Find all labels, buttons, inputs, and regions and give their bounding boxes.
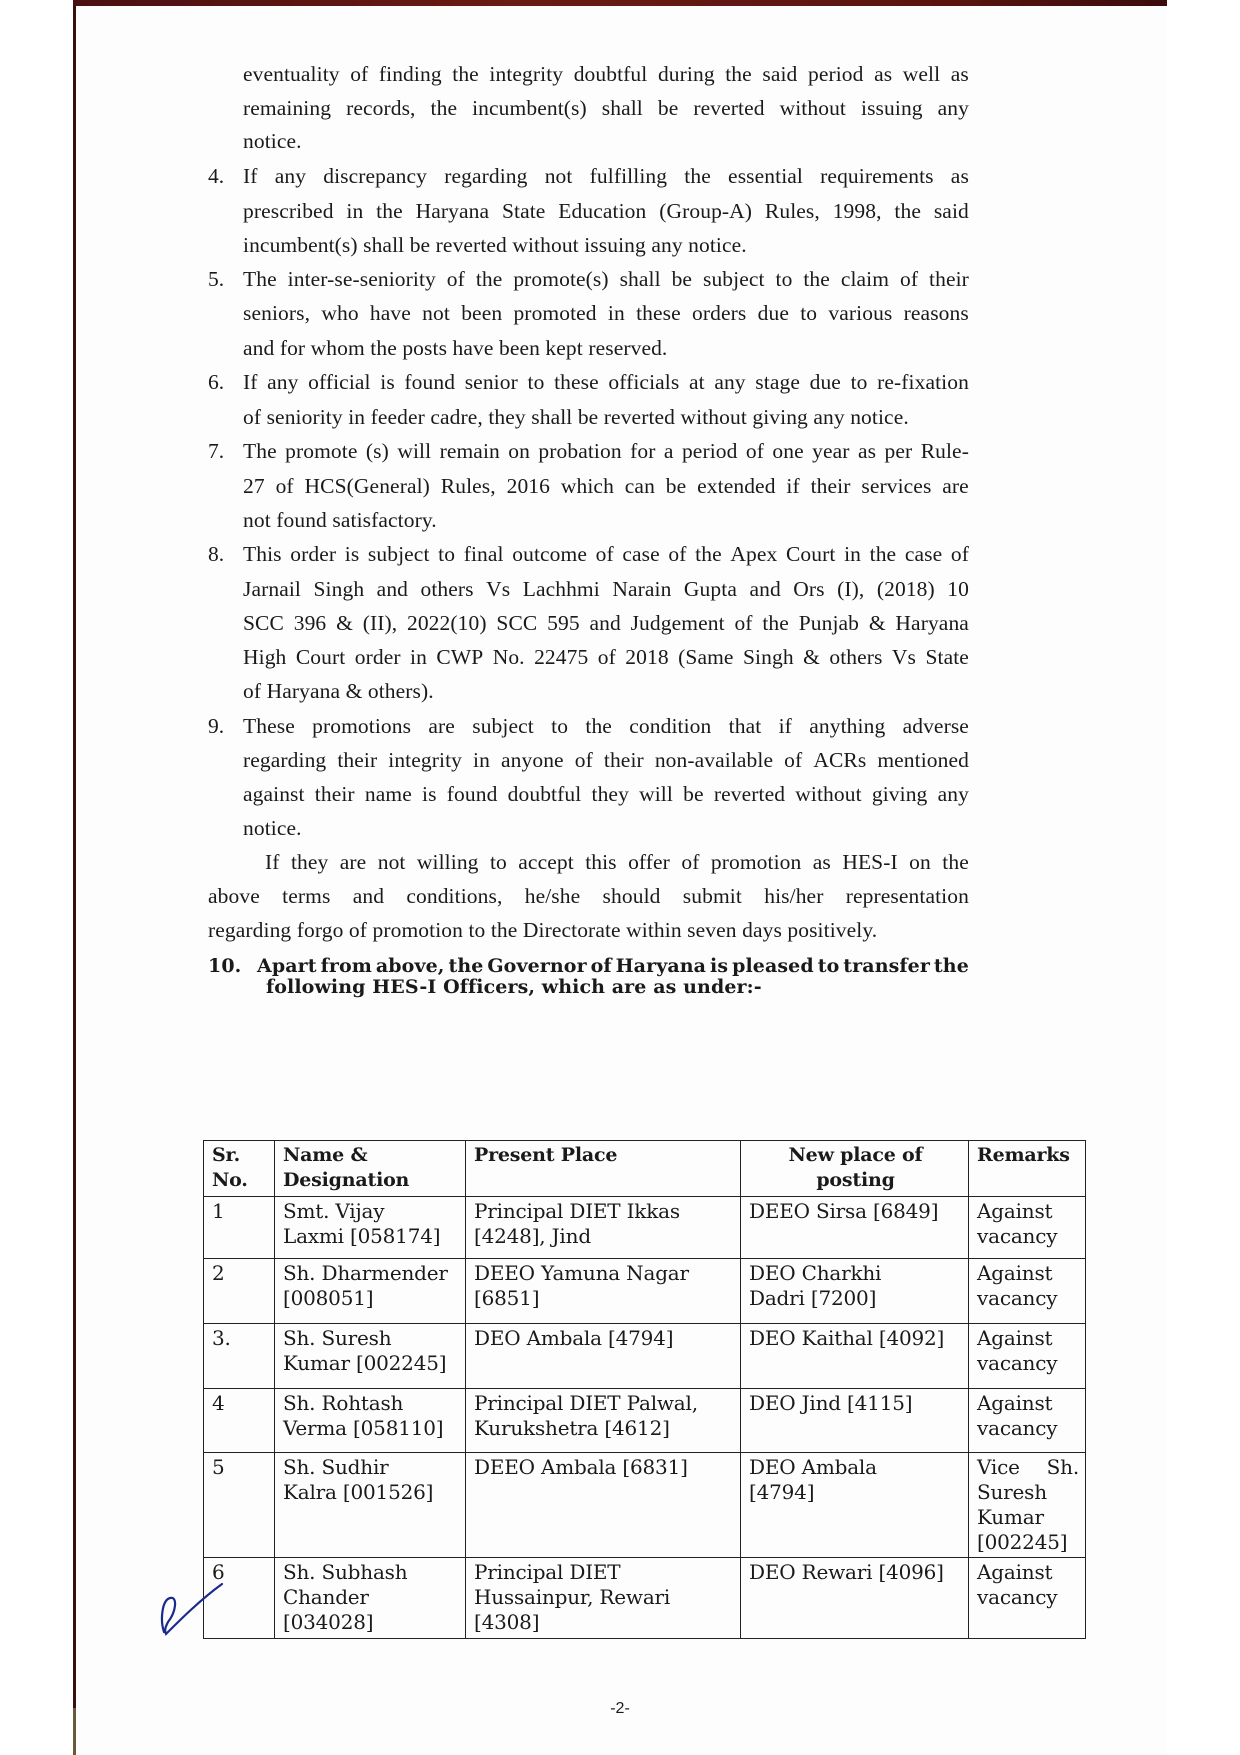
cell-name-designation	[275, 1453, 466, 1558]
item-10-line-2: following HES-I Officers, which are as under:-	[266, 976, 762, 998]
cell-new-place-line: DEO Kaithal [4092]	[749, 1326, 945, 1350]
cell-new-place-line: [4794]	[749, 1480, 815, 1504]
table-row	[204, 1389, 1086, 1453]
cell-new-place-line: DEO Charkhi	[749, 1261, 882, 1285]
cell-present-place-line: Kurukshetra [4612]	[474, 1416, 670, 1440]
condition-7-line-3: not found satisfactory.	[243, 508, 437, 532]
table-header-row	[204, 1141, 1086, 1197]
cell-present-place	[466, 1197, 741, 1259]
cell-name-designation-line: Sh. Dharmender	[283, 1261, 448, 1285]
willingness-line-1: If they are not willing to accept this offer of promotion as HES-I on the	[265, 850, 969, 874]
condition-9-line-4: notice.	[243, 816, 302, 840]
cell-remarks-line: Suresh	[977, 1480, 1047, 1504]
cell-name-designation-line: Chander	[283, 1585, 369, 1609]
cell-sr-no: 3.	[204, 1324, 275, 1389]
cell-new-place	[741, 1197, 969, 1259]
cell-sr-no: 2	[204, 1259, 275, 1324]
cell-remarks-line: vacancy	[977, 1585, 1058, 1609]
item-10-number: 10.	[208, 955, 242, 977]
header-sr-no: Sr. No.	[204, 1141, 275, 1197]
cell-remarks-line: Against	[977, 1261, 1053, 1285]
cell-remarks-line: vacancy	[977, 1351, 1058, 1375]
cell-new-place	[741, 1453, 969, 1558]
condition-7-line-1: The promote (s) will remain on probation for a period of one year as per Rule-	[243, 439, 969, 463]
condition-8-line-4: High Court order in CWP No. 22475 of 2018 (Same Singh & others Vs State	[243, 645, 969, 669]
cell-new-place	[741, 1259, 969, 1324]
table-row	[204, 1453, 1086, 1558]
condition-4-number: 4.	[208, 164, 225, 188]
cell-name-designation	[275, 1259, 466, 1324]
scan-top-edge	[73, 0, 1167, 6]
cell-remarks-line: Against	[977, 1391, 1053, 1415]
cell-name-designation	[275, 1558, 466, 1639]
continuation-line-1: eventuality of finding the integrity doubtful during the said period as well as	[243, 62, 969, 86]
table-row	[204, 1197, 1086, 1259]
cell-present-place-line: DEO Ambala [4794]	[474, 1326, 674, 1350]
cell-name-designation-line: Verma [058110]	[283, 1416, 444, 1440]
transfers-table	[203, 1140, 1086, 1639]
cell-new-place	[741, 1324, 969, 1389]
page-number: -2-	[610, 1700, 630, 1717]
cell-remarks-line: Vice Sh.	[977, 1455, 1079, 1479]
condition-6-line-1: If any official is found senior to these officials at any stage due to re-fixation	[243, 370, 969, 394]
cell-name-designation-line: [034028]	[283, 1610, 374, 1634]
cell-present-place-line: DEEO Yamuna Nagar	[474, 1261, 689, 1285]
cell-present-place-line: Principal DIET Ikkas	[474, 1199, 680, 1223]
cell-present-place-line: Hussainpur, Rewari	[474, 1585, 671, 1609]
cell-name-designation-line: Smt. Vijay	[283, 1199, 385, 1223]
condition-5-line-1: The inter-se-seniority of the promote(s) shall be subject to the claim of their	[243, 267, 969, 291]
condition-4-line-2: prescribed in the Haryana State Education (Group-A) Rules, 1998, the said	[243, 199, 969, 223]
condition-4-line-3: incumbent(s) shall be reverted without issuing any notice.	[243, 233, 747, 257]
condition-9-line-2: regarding their integrity in anyone of their non-available of ACRs mentioned	[243, 748, 969, 772]
condition-6-line-2: of seniority in feeder cadre, they shall be reverted without giving any notice.	[243, 405, 909, 429]
cell-name-designation-line: Sh. Subhash	[283, 1560, 408, 1584]
cell-sr-no: 6	[204, 1558, 275, 1639]
cell-sr-no: 5	[204, 1453, 275, 1558]
cell-name-designation-line: Kalra [001526]	[283, 1480, 434, 1504]
item-10-line-1: Apart from above, the Governor of Haryana is pleased to transfer the	[257, 955, 969, 977]
table-row	[204, 1558, 1086, 1639]
cell-remarks	[969, 1453, 1086, 1558]
cell-remarks-line: Against	[977, 1199, 1053, 1223]
header-new-place: New place of posting	[741, 1141, 969, 1197]
condition-4-line-1: If any discrepancy regarding not fulfilling the essential requirements as	[243, 164, 969, 188]
header-present-place: Present Place	[466, 1141, 741, 1197]
condition-9-number: 9.	[208, 714, 225, 738]
continuation-line-2: remaining records, the incumbent(s) shall be reverted without issuing any	[243, 96, 969, 120]
cell-remarks	[969, 1259, 1086, 1324]
cell-remarks-line: vacancy	[977, 1416, 1058, 1440]
cell-name-designation	[275, 1324, 466, 1389]
cell-present-place-line: [6851]	[474, 1286, 540, 1310]
condition-5-line-3: and for whom the posts have been kept reserved.	[243, 336, 668, 360]
cell-sr-no: 1	[204, 1197, 275, 1259]
cell-remarks	[969, 1558, 1086, 1639]
cell-remarks	[969, 1197, 1086, 1259]
continuation-line-3: notice.	[243, 129, 302, 153]
condition-8-line-3: SCC 396 & (II), 2022(10) SCC 595 and Judgement of the Punjab & Haryana	[243, 611, 969, 635]
cell-present-place	[466, 1324, 741, 1389]
condition-9-line-1: These promotions are subject to the condition that if anything adverse	[243, 714, 969, 738]
header-remarks: Remarks	[969, 1141, 1086, 1197]
cell-present-place-line: [4248], Jind	[474, 1224, 591, 1248]
header-name-designation: Name & Designation	[275, 1141, 466, 1197]
cell-name-designation-line: Sh. Rohtash	[283, 1391, 404, 1415]
willingness-line-2: above terms and conditions, he/she should submit his/her representation	[208, 884, 969, 908]
cell-remarks-line: Against	[977, 1326, 1053, 1350]
willingness-line-3: regarding forgo of promotion to the Directorate within seven days positively.	[208, 918, 878, 942]
cell-remarks	[969, 1389, 1086, 1453]
cell-sr-no: 4	[204, 1389, 275, 1453]
cell-present-place-line: Principal DIET	[474, 1560, 621, 1584]
condition-6-number: 6.	[208, 370, 225, 394]
condition-8-line-2: Jarnail Singh and others Vs Lachhmi Narain Gupta and Ors (I), (2018) 10	[243, 577, 969, 601]
cell-remarks-line: vacancy	[977, 1286, 1058, 1310]
cell-remarks-line: [002245]	[977, 1530, 1068, 1554]
cell-new-place	[741, 1389, 969, 1453]
cell-remarks-line: Kumar	[977, 1505, 1044, 1529]
cell-name-designation-line: Sh. Sudhir	[283, 1455, 389, 1479]
cell-remarks	[969, 1324, 1086, 1389]
table-row	[204, 1324, 1086, 1389]
condition-5-number: 5.	[208, 267, 225, 291]
cell-name-designation-line: Kumar [002245]	[283, 1351, 447, 1375]
cell-new-place-line: Dadri [7200]	[749, 1286, 877, 1310]
cell-name-designation	[275, 1197, 466, 1259]
cell-new-place	[741, 1558, 969, 1639]
cell-remarks-line: vacancy	[977, 1224, 1058, 1248]
condition-5-line-2: seniors, who have not been promoted in these orders due to various reasons	[243, 301, 969, 325]
cell-new-place-line: DEO Rewari [4096]	[749, 1560, 944, 1584]
condition-8-number: 8.	[208, 542, 225, 566]
table-row	[204, 1259, 1086, 1324]
cell-present-place	[466, 1259, 741, 1324]
cell-present-place-line: [4308]	[474, 1610, 540, 1634]
cell-present-place	[466, 1558, 741, 1639]
cell-present-place	[466, 1453, 741, 1558]
cell-name-designation-line: [008051]	[283, 1286, 374, 1310]
cell-present-place-line: Principal DIET Palwal,	[474, 1391, 698, 1415]
cell-present-place	[466, 1389, 741, 1453]
condition-7-line-2: 27 of HCS(General) Rules, 2016 which can be extended if their services are	[243, 474, 969, 498]
condition-9-line-3: against their name is found doubtful they will be reverted without giving any	[243, 782, 969, 806]
cell-remarks-line: Against	[977, 1560, 1053, 1584]
cell-name-designation-line: Sh. Suresh	[283, 1326, 392, 1350]
condition-8-line-5: of Haryana & others).	[243, 679, 434, 703]
condition-7-number: 7.	[208, 439, 225, 463]
handwritten-initial-icon	[160, 1560, 240, 1640]
cell-new-place-line: DEEO Sirsa [6849]	[749, 1199, 939, 1223]
condition-8-line-1: This order is subject to final outcome of case of the Apex Court in the case of	[243, 542, 969, 566]
cell-name-designation-line: Laxmi [058174]	[283, 1224, 441, 1248]
cell-new-place-line: DEO Ambala	[749, 1455, 877, 1479]
cell-name-designation	[275, 1389, 466, 1453]
cell-new-place-line: DEO Jind [4115]	[749, 1391, 913, 1415]
cell-present-place-line: DEEO Ambala [6831]	[474, 1455, 688, 1479]
